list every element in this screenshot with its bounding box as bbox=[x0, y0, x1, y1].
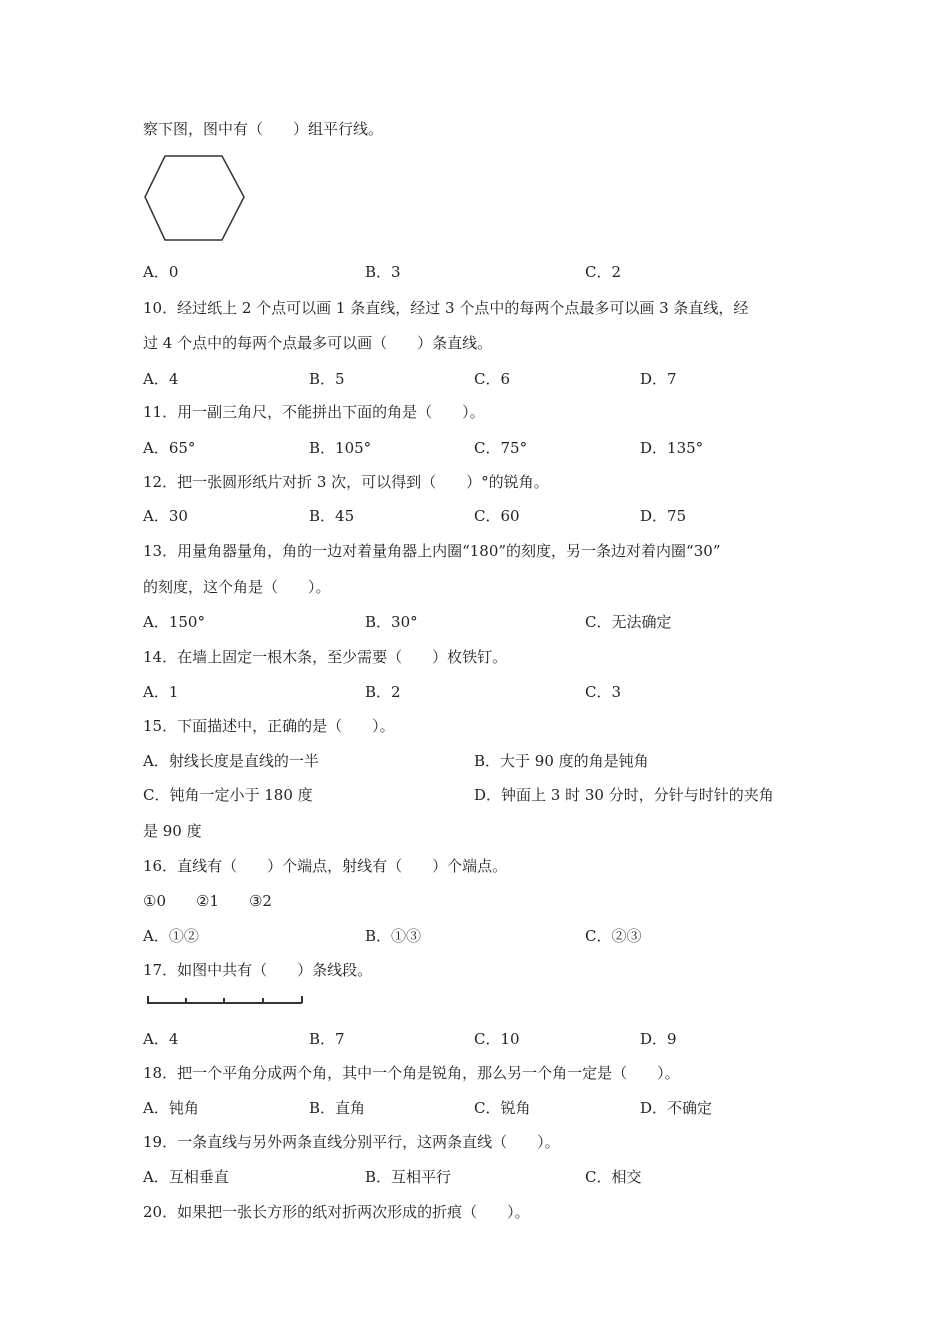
answer-option: B．105° bbox=[309, 439, 372, 457]
answer-option: D．75 bbox=[640, 507, 687, 525]
answer-option: C．75° bbox=[474, 439, 528, 457]
answer-option: B．45 bbox=[309, 507, 355, 525]
answer-option: A．4 bbox=[143, 370, 179, 388]
answer-option: B．大于 90 度的角是钝角 bbox=[474, 752, 649, 770]
answer-option: B．①③ bbox=[365, 927, 422, 945]
answer-option: C．②③ bbox=[585, 927, 642, 945]
answer-option: A．150° bbox=[143, 613, 205, 631]
answer-option: C．无法确定 bbox=[585, 613, 672, 631]
answer-option: D．钟面上 3 时 30 分时，分针与时针的夹角 bbox=[474, 786, 774, 804]
question-stem: 12．把一张圆形纸片对折 3 次，可以得到（ ）°的锐角。 bbox=[143, 473, 549, 491]
answer-option: C．60 bbox=[474, 507, 520, 525]
question-stem: 11．用一副三角尺，不能拼出下面的角是（ ）。 bbox=[143, 403, 485, 421]
answer-option: A．0 bbox=[143, 263, 179, 281]
sub-choices: ①0 ②1 ③2 bbox=[143, 892, 272, 910]
question-stem: 15．下面描述中，正确的是（ ）。 bbox=[143, 717, 395, 735]
line-segment-figure bbox=[146, 994, 306, 1006]
answer-option: A．钝角 bbox=[143, 1099, 199, 1117]
question-stem-continuation: 是 90 度 bbox=[143, 822, 202, 840]
question-stem: 过 4 个点中的每两个点最多可以画（ ）条直线。 bbox=[143, 334, 493, 352]
answer-option: C．锐角 bbox=[474, 1099, 531, 1117]
answer-option: A．4 bbox=[143, 1030, 179, 1048]
answer-option: C．2 bbox=[585, 263, 622, 281]
question-stem: 13．用量角器量角，角的一边对着量角器上内圈“180”的刻度，另一条边对着内圈“30” bbox=[143, 542, 721, 560]
question-stem: 察下图，图中有（ ）组平行线。 bbox=[143, 120, 384, 138]
answer-option: A．①② bbox=[143, 927, 199, 945]
answer-option: D．不确定 bbox=[640, 1099, 713, 1117]
question-stem: 16．直线有（ ）个端点，射线有（ ）个端点。 bbox=[143, 857, 508, 875]
answer-option: A．30 bbox=[143, 507, 188, 525]
answer-option: B．30° bbox=[365, 613, 418, 631]
question-stem: 的刻度，这个角是（ ）。 bbox=[143, 578, 331, 596]
answer-option: A．65° bbox=[143, 439, 196, 457]
answer-option: B．直角 bbox=[309, 1099, 366, 1117]
answer-option: B．互相平行 bbox=[365, 1168, 452, 1186]
answer-option: C．3 bbox=[585, 683, 622, 701]
answer-option: C．钝角一定小于 180 度 bbox=[143, 786, 313, 804]
answer-option: D．9 bbox=[640, 1030, 677, 1048]
question-stem: 10．经过纸上 2 个点可以画 1 条直线，经过 3 个点中的每两个点最多可以画 3 条直线，经 bbox=[143, 299, 749, 317]
answer-option: B．5 bbox=[309, 370, 345, 388]
answer-option: D．135° bbox=[640, 439, 704, 457]
hexagon-figure bbox=[143, 154, 247, 244]
answer-option: C．10 bbox=[474, 1030, 520, 1048]
answer-option: A．互相垂直 bbox=[143, 1168, 229, 1186]
question-stem: 19．一条直线与另外两条直线分别平行，这两条直线（ ）。 bbox=[143, 1133, 560, 1151]
answer-option: D．7 bbox=[640, 370, 677, 388]
answer-option: A．1 bbox=[143, 683, 179, 701]
question-stem: 20．如果把一张长方形的纸对折两次形成的折痕（ ）。 bbox=[143, 1203, 530, 1221]
answer-option: C．相交 bbox=[585, 1168, 642, 1186]
answer-option: B．7 bbox=[309, 1030, 345, 1048]
answer-option: C．6 bbox=[474, 370, 511, 388]
answer-option: B．3 bbox=[365, 263, 401, 281]
answer-option: A．射线长度是直线的一半 bbox=[143, 752, 319, 770]
answer-option: B．2 bbox=[365, 683, 401, 701]
question-stem: 18．把一个平角分成两个角，其中一个角是锐角，那么另一个角一定是（ ）。 bbox=[143, 1064, 680, 1082]
question-stem: 14．在墙上固定一根木条，至少需要（ ）枚铁钉。 bbox=[143, 648, 508, 666]
question-stem: 17．如图中共有（ ）条线段。 bbox=[143, 961, 373, 979]
